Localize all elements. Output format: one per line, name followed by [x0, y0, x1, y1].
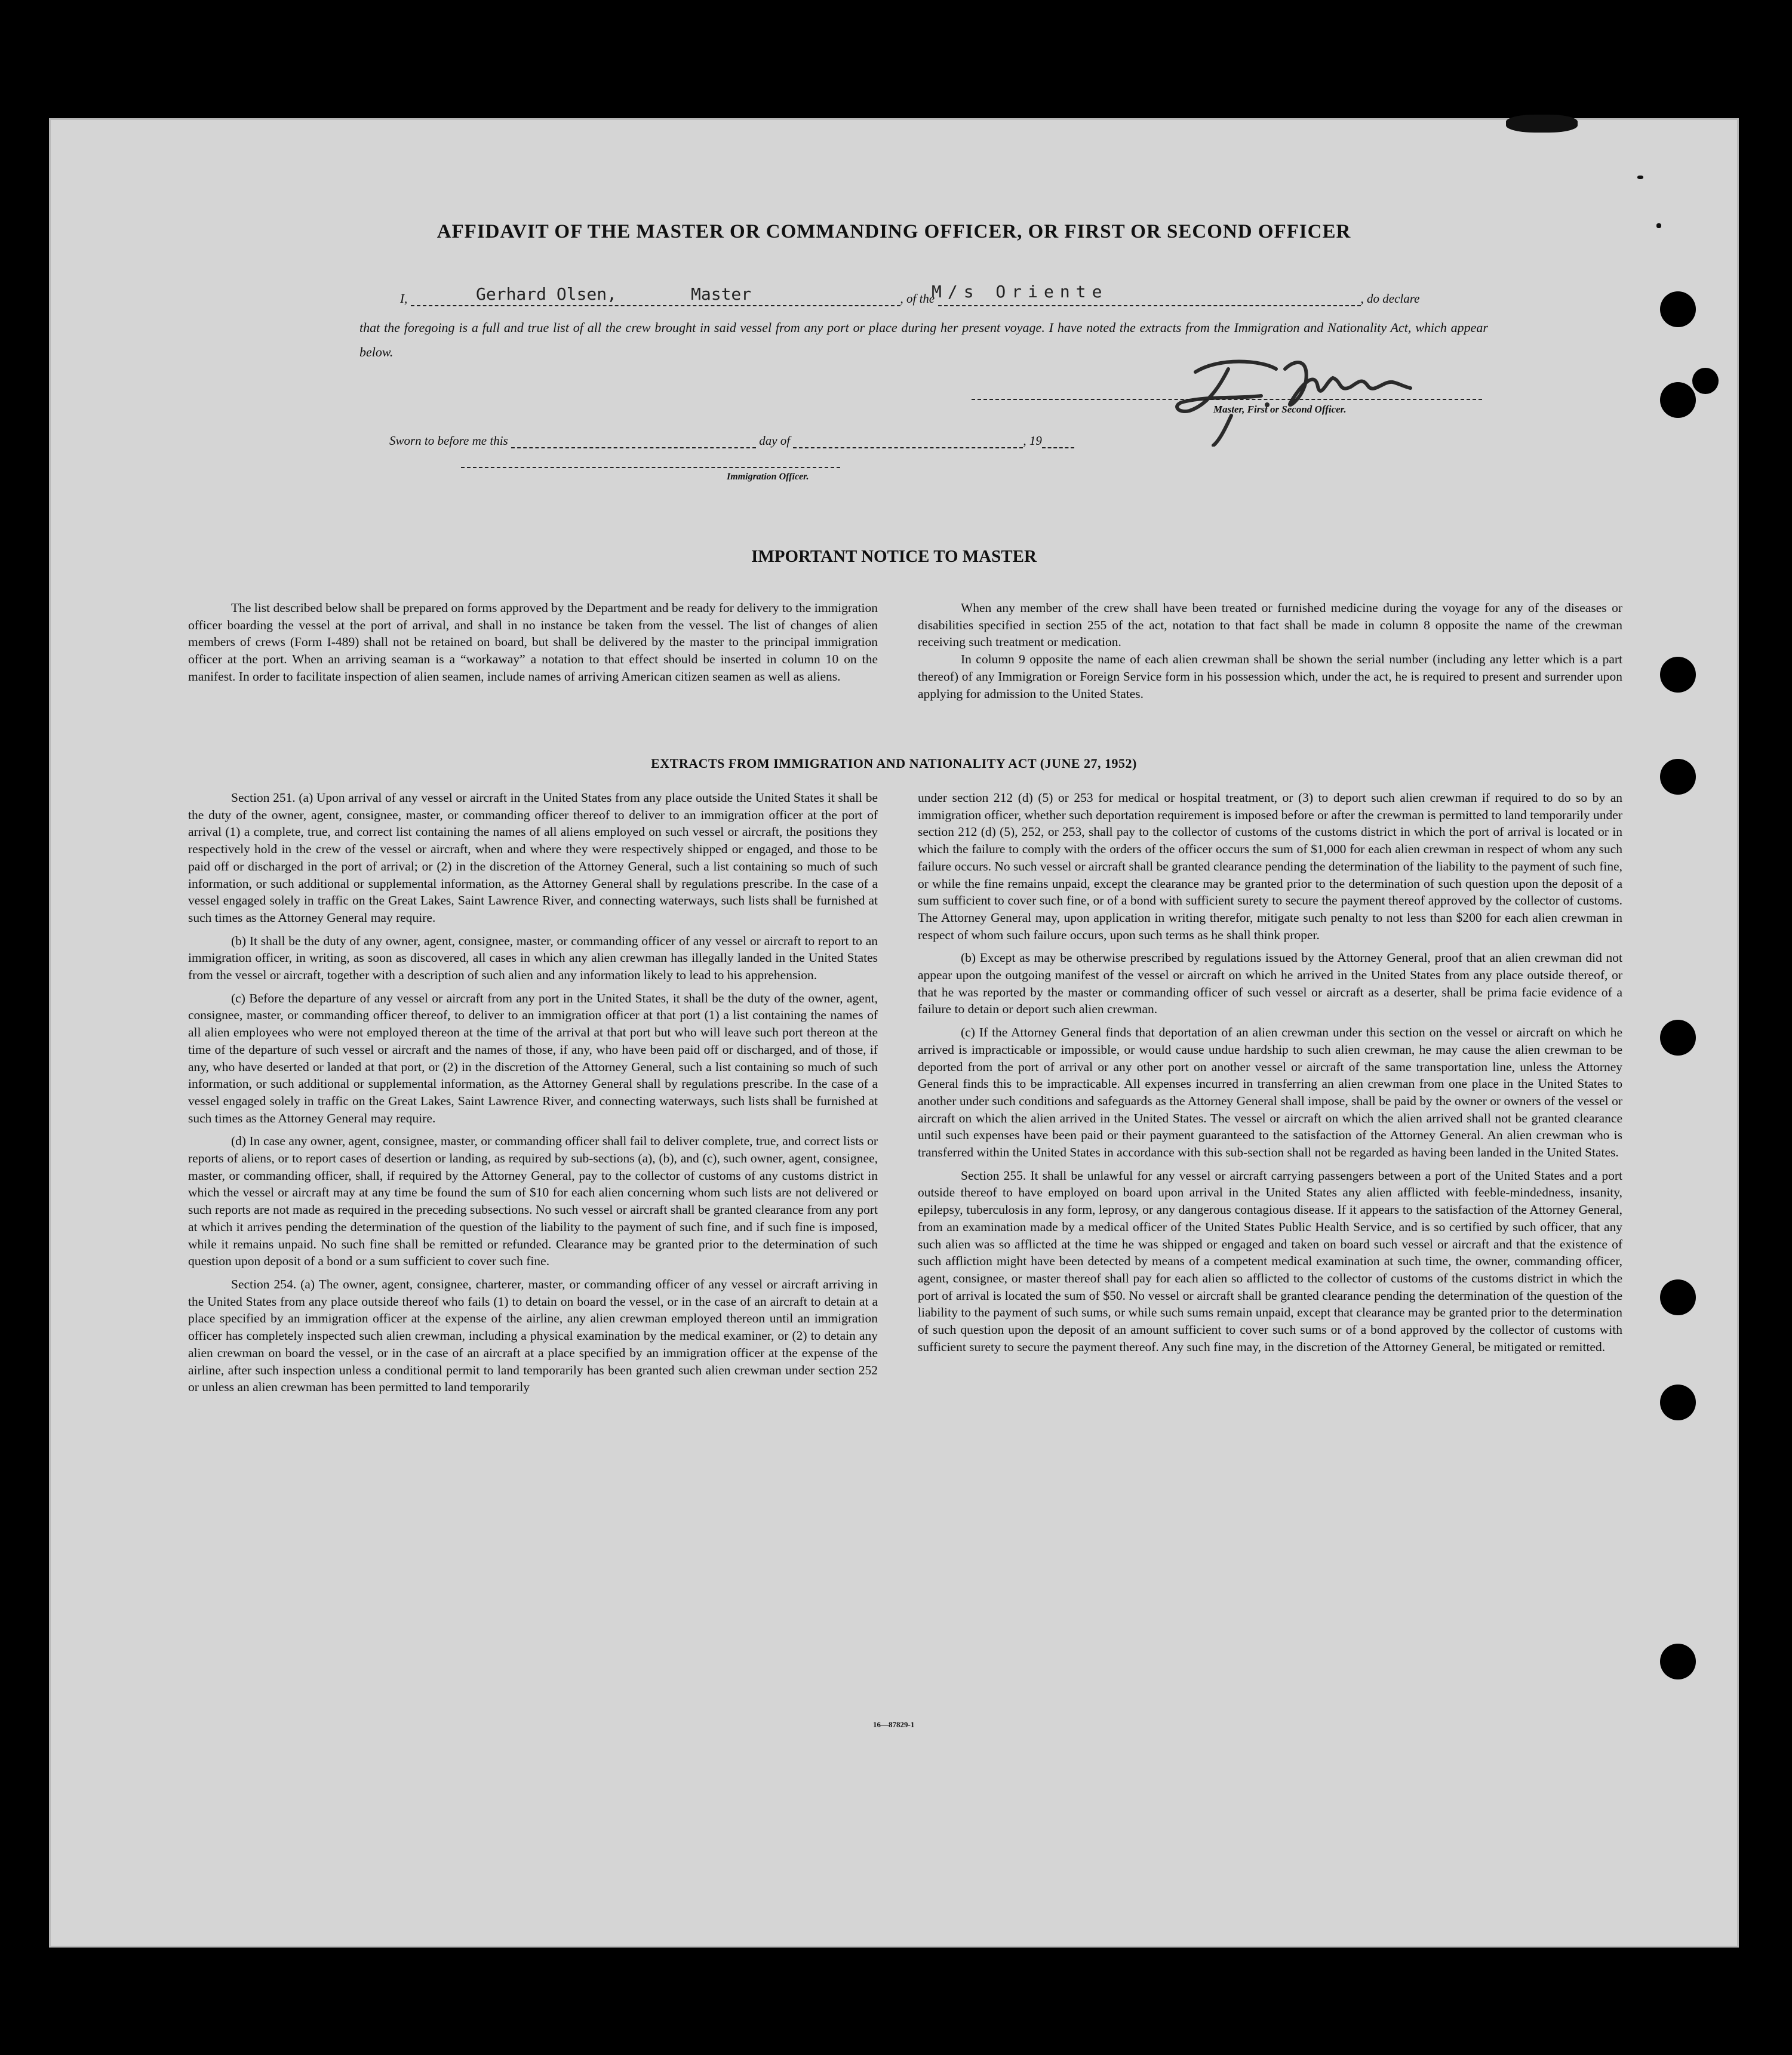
extracts-left-column	[188, 789, 878, 1396]
notice-right-column	[918, 599, 1622, 702]
notice-left-column	[188, 599, 878, 685]
label-i: I,	[400, 291, 408, 306]
sworn-month-blank	[793, 435, 1023, 448]
extract-paragraph: (c) If the Attorney General finds that deportation of an alien crewman under this section on the vessel or aircraft on which he arrived is impracticable or impossible, or would cause undue hardship to such alien crewman, he may cause the alien crewman to be deported from the port of arrival or any other port on another vessel or aircraft of the same transportation line, unless the Attorney General finds this to be impracticable. All expenses incurred in transferring an alien crewman from one place in the United States to another under such conditions and safeguards as the Attorney General shall impose, shall be paid by the owner or owners of the vessel or aircraft on which the alien arrived in the United States. The vessel or aircraft on which the alien arrived shall not be granted clearance until such expenses have been paid or their payment guaranteed to the satisfaction of the Attorney General. An alien crewman who is transferred within the United States in accordance with this sub-section shall not be regarded as having been landed in the United States.	[918, 1025, 1622, 1160]
declarant-line: I, , of the , do declare	[400, 291, 1420, 306]
sworn-label: Sworn to before me this	[389, 433, 508, 448]
vessel-name: M/s Oriente	[932, 282, 1108, 302]
year-label: , 19	[1023, 433, 1042, 448]
extract-paragraph: under section 212 (d) (5) or 253 for medical or hospital treatment, or (3) to deport such alien crewman if required to do so by an immigration officer, whether such deportation requirement is imposed before or after the crewman is permitted to land temporarily under section 212 (d) (5), 252, or 253, shall pay to the collector of customs of the customs district in which the port of arrival is located or in which the failure to comply with the orders of the officer occurs the sum of $1,000 for each alien crewman in respect of whom any such failure occurs. No such vessel or aircraft shall be granted clearance pending the determination of the liability to the payment of such fine, or while the fine remains unpaid, except the clearance may be granted prior to the determination of such question upon the deposit of a sum sufficient to cover such fine, or of a bond with sufficient surety to secure the payment thereof approved by the collector of customs. The Attorney General may, upon application in writing therefor, mitigate such penalty to not less than $200 for each alien crewman in respect of whom such failure occurs, upon such terms as he shall think proper.	[918, 790, 1622, 942]
extract-paragraph: (b) Except as may be otherwise prescribed by regulations issued by the Attorney General, proof that an alien crewman did not appear upon the outgoing manifest of the vessel or aircraft on which he arrived in the United States from any place outside thereof, or that he was reported by the master or commanding officer of such vessel or aircraft as a deserter, shall be prima facie evidence of a failure to detain or deport such alien crewman.	[918, 950, 1622, 1017]
signature-line	[972, 399, 1482, 400]
declarant-name: Gerhard Olsen,	[476, 284, 617, 304]
notice-paragraph: The list described below shall be prepared on forms approved by the Department and be ready for delivery to the immigration officer boarding the vessel at the port of arrival, and shall in no instance be taken from the vessel. The list of changes of alien members of crews (Form I-489) shall not be retained on board, but shall be delivered by the master to the principal immigration officer at the port. When an arriving seaman is a “workaway” a notation to that effect should be inserted in column 10 on the manifest. In order to facilitate inspection of alien seamen, include names of arriving American citizen seamen as well as aliens.	[188, 601, 878, 684]
extract-paragraph: Section 251. (a) Upon arrival of any vessel or aircraft in the United States from any place outside the United States it shall be the duty of the owner, agent, consignee, master, or commanding officer thereof to deliver to an immigration officer at the port of arrival (1) a complete, true, and correct list containing the names of all aliens employed on such vessel or aircraft, the positions they respectively hold in the crew of the vessel or aircraft, when and where they were respectively shipped or engaged, and those to be paid off or discharged in the port of arrival; or (2) in the discretion of the Attorney General, such a list containing so much of such information, or such additional or supplemental information, as the Attorney General shall by regulations prescribe. In the case of a vessel engaged solely in traffic on the Great Lakes, Saint Lawrence River, and connecting waterways, such lists shall be furnished at such times as the Attorney General may require.	[188, 790, 878, 925]
binder-hole	[1660, 291, 1696, 327]
binder-hole	[1660, 1385, 1696, 1420]
extract-paragraph: (d) In case any owner, agent, consignee, master, or commanding officer shall fail to deliver complete, true, and correct lists or reports of aliens, or to report cases of desertion or landing, as required by sub-sections (a), (b), and (c), such owner, agent, consignee, master, or commanding officer, shall, if required by the Attorney General, pay to the collector of customs of any customs district in which the vessel or aircraft may at any time be found the sum of $10 for each alien concerning whom such lists are not delivered or such reports are not made as required in the preceding subsections. No such vessel or aircraft shall be granted clearance from any port at which it arrives pending the determination of the question of the liability to the payment of such fine, and if such fine is imposed, while it remains unpaid. No such fine shall be remitted or refunded. Clearance may be granted prior to the determination of such question upon deposit of a bond or a sum sufficient to cover such fine.	[188, 1134, 878, 1269]
extracts-title: EXTRACTS FROM IMMIGRATION AND NATIONALITY ACT (JUNE 27, 1952)	[651, 756, 1137, 771]
binder-hole	[1660, 1644, 1696, 1679]
sworn-day-blank	[511, 435, 756, 448]
binder-hole	[1660, 657, 1696, 693]
declarant-rank: Master	[691, 284, 752, 304]
notice-paragraph: When any member of the crew shall have been treated or furnished medicine during the voyage for any of the diseases or disabilities specified in section 255 of the act, notation to that fact shall be made in column 8 opposite the name of the crewman receiving such treatment or medication.	[918, 601, 1622, 650]
form-number: 16—87829-1	[873, 1720, 915, 1729]
notice-title: IMPORTANT NOTICE TO MASTER	[751, 547, 1037, 566]
document-page	[49, 118, 1739, 1948]
extracts-right-column	[918, 789, 1622, 1356]
label-do-declare: do declare	[1367, 291, 1420, 306]
extract-paragraph: Section 255. It shall be unlawful for any vessel or aircraft carrying passengers between a port of the United States and a port outside thereof to have employed on board upon arrival in the United States any alien afflicted with feeble-mindedness, insanity, epilepsy, tuberculosis in any form, leprosy, or any dangerous contagious disease. If it appears to the satisfaction of the Attorney General, from an examination made by a medical officer of the United States Public Health Service, and is so certified by such officer, that any such alien was so afflicted at the time he was shipped or engaged and taken on board such vessel or aircraft and that the existence of such affliction might have been detected by means of a competent medical examination at such time, the owner, commanding officer, agent, consignee, or master thereof shall pay for each alien so afflicted to the collector of customs of the customs district in which the port of arrival is located the sum of $50. No vessel or aircraft shall be granted clearance pending the determination of the question of the liability to the payment of such sums, or while such sums remain unpaid, except that clearance may be granted prior to the determination of such question upon the deposit of an amount sufficient to cover such sums or of a bond approved by the collector of customs with sufficient surety to secure the payment thereof. Any such fine may, in the discretion of the Attorney General, be mitigated or remitted.	[918, 1168, 1622, 1354]
label-of-the: of the	[906, 291, 935, 306]
binder-hole	[1660, 1279, 1696, 1315]
notice-paragraph: In column 9 opposite the name of each alien crewman shall be shown the serial number (including any letter which is a part thereof) of any Immigration or Foreign Service form in his possession which, under the act, he is required to present and surrender upon applying for admission to the United States.	[918, 652, 1622, 701]
binder-hole	[1660, 382, 1696, 418]
immigration-officer-line	[461, 467, 840, 468]
affidavit-title: AFFIDAVIT OF THE MASTER OR COMMANDING OFFICER, OR FIRST OR SECOND OFFICER	[437, 221, 1351, 242]
master-signature	[1172, 345, 1422, 447]
extract-paragraph: (c) Before the departure of any vessel or aircraft from any port in the United States, it shall be the duty of the owner, agent, consignee, master, or commanding officer thereof, to deliver to an immigration officer at that port (1) a list containing the names of all alien employees who were not employed thereon at the time of the arrival at that port but who will leave such port thereon at the time of the departure of such vessel or aircraft and the names of those, if any, who have been paid off or discharged, and of those, if any, who have deserted or landed at that port, or (2) in the discretion of the Attorney General, such a list containing so much of such information, or such additional or supplemental information, as the Attorney General shall by regulations prescribe. In the case of a vessel engaged solely in traffic on the Great Lakes, Saint Lawrence River, and connecting waterways, such lists shall be furnished at such times as the Attorney General may require.	[188, 990, 878, 1125]
extract-paragraph: (b) It shall be the duty of any owner, agent, consignee, master, or commanding officer of any vessel or aircraft to report to an immigration officer, in writing, as soon as discovered, all cases in which any alien crewman has illegally landed in the United States from the vessel or aircraft, together with a description of such alien and any information likely to lead to his apprehension.	[188, 933, 878, 983]
paper-speck	[1506, 115, 1578, 133]
signature-caption: Master, First or Second Officer.	[1213, 404, 1347, 415]
day-of-label: day of	[759, 433, 791, 448]
extract-paragraph: Section 254. (a) The owner, agent, consignee, charterer, master, or commanding officer of any vessel or aircraft arriving in the United States from any place outside thereof who fails (1) to detain on board the vessel, or in the case of an aircraft to detain at a place specified by an immigration officer at the expense of the airline, any alien crewman employed thereon until an immigration officer has completely inspected such alien crewman, including a physical examination by the medical examiner, or (2) to detain any alien crewman on board the vessel, or in the case of an aircraft at a place specified by an immigration officer at the expense of the airline, after such inspection unless a conditional permit to land temporarily has been granted such alien crewman under section 252 or unless an alien crewman has been permitted to land temporarily	[188, 1276, 878, 1395]
immigration-officer-caption: Immigration Officer.	[727, 472, 809, 482]
declaration-text: that the foregoing is a full and true list of all the crew brought in said vessel from any port or place during her present voyage. I have noted the extracts from the Immigration and Nationality Act, which appear below.	[359, 320, 1488, 359]
sworn-year-blank	[1042, 435, 1074, 448]
sworn-line	[389, 433, 1074, 448]
binder-hole	[1660, 1020, 1696, 1056]
paper-speck	[1637, 176, 1643, 179]
binder-hole	[1692, 368, 1719, 394]
